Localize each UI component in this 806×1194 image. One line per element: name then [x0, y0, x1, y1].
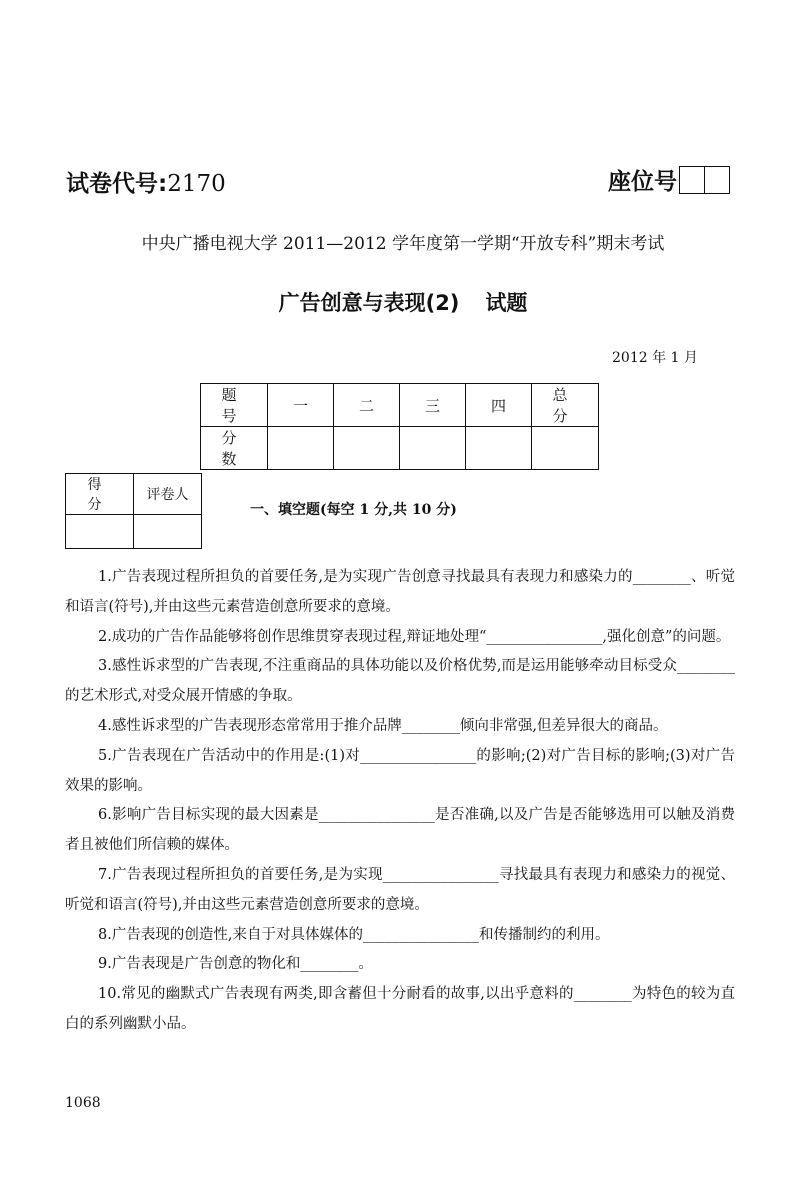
- grader-name-label: 评卷人: [134, 474, 202, 515]
- question-item: 9.广告表现是广告创意的物化和________。: [98, 956, 373, 973]
- score-blank: [268, 427, 334, 470]
- score-cell-q3: 三: [400, 384, 466, 427]
- paper-code-label: 试卷代号:: [66, 171, 168, 197]
- question-item: 2.成功的广告作品能够将创作思维贯穿表现过程,辩证地处理“________________,强化创意”的问题。: [98, 628, 731, 645]
- seat-number-boxes: [679, 166, 730, 194]
- grader-table-blank-row: [66, 515, 202, 549]
- score-table-score-row: [201, 427, 599, 470]
- question-item: 4.感性诉求型的广告表现形态常常用于推介品牌________倾向非常强,但差异很大的商品。: [98, 717, 668, 734]
- paper-code-value: 2170: [167, 171, 226, 197]
- score-blank: [334, 427, 400, 470]
- page-number: 1068: [65, 1095, 101, 1111]
- score-cell-q1: 一: [268, 384, 334, 427]
- score-row-label: 分 数: [201, 427, 268, 470]
- exam-title: 中央广播电视大学 2011—2012 学年度第一学期“开放专科”期末考试: [141, 234, 665, 254]
- grader-table: [65, 473, 202, 549]
- score-blank: [466, 427, 532, 470]
- score-cell-q2: 二: [334, 384, 400, 427]
- score-table: [200, 383, 603, 470]
- question-item: 3.感性诉求型的广告表现,不注重商品的具体功能以及价格优势,而是运用能够牵动目标受众________的艺术形式,对受众展开情感的争取。: [65, 658, 735, 705]
- score-cell-label: 题 号: [201, 384, 268, 427]
- grader-score-label: 得 分: [66, 474, 134, 515]
- exam-date: 2012 年 1 月: [612, 350, 698, 366]
- paper-code: [66, 165, 226, 198]
- grader-table-header-row: [66, 474, 202, 515]
- question-item: 5.广告表现在广告活动中的作用是:(1)对________________的影响;(2)对广告目标的影响;(3)对广告效果的影响。: [65, 747, 735, 794]
- question-list: [65, 563, 735, 1040]
- subject-title: [0, 287, 806, 317]
- question-item: 8.广告表现的创造性,来自于对具体媒体的________________和传播制约的利用。: [98, 926, 610, 943]
- section-heading: 一、填空题(每空 1 分,共 10 分): [250, 502, 457, 518]
- score-blank: [400, 427, 466, 470]
- question-item: 6.影响广告目标实现的最大因素是________________是否准确,以及广告是否能够选用可以触及消费者且被他们所信赖的媒体。: [65, 807, 735, 854]
- grader-blank: [66, 515, 134, 549]
- subject-suffix: 试题: [485, 291, 528, 315]
- score-cell-total: 总 分: [532, 384, 599, 427]
- score-blank: [532, 427, 599, 470]
- question-item: 10.常见的幽默式广告表现有两类,即含蓄但十分耐看的故事,以出乎意料的________为特色的较为直白的系列幽默小品。: [65, 986, 735, 1032]
- seat-number-label: 座位号: [608, 169, 677, 195]
- question-item: 7.广告表现过程所担负的首要任务,是为实现________________寻找最具有表现力和感染力的视觉、听觉和语言(符号),并由这些元素营造创意所要求的意境。: [65, 866, 735, 913]
- subject-name: 广告创意与表现(2): [278, 291, 460, 315]
- question-item: 1.广告表现过程所担负的首要任务,是为实现广告创意寻找最具有表现力和感染力的________、听觉和语言(符号),并由这些元素营造创意所要求的意境。: [65, 569, 735, 615]
- grader-blank: [134, 515, 202, 549]
- score-table-header-row: [201, 384, 599, 427]
- score-cell-q4: 四: [466, 384, 532, 427]
- seat-number: [608, 163, 730, 196]
